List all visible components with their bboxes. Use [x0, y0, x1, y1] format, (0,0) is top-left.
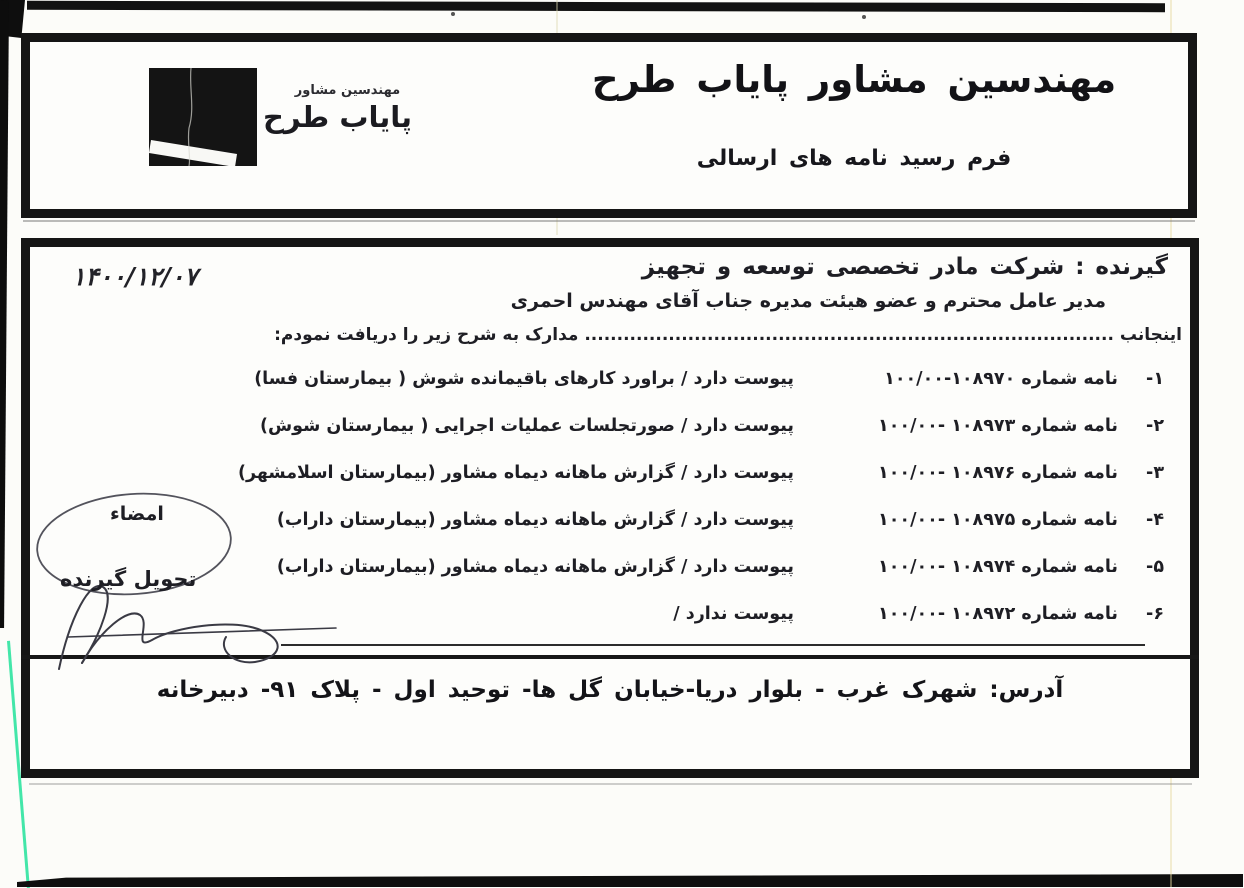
letter-description: پیوست دارد / براورد کارهای باقیمانده شوش ( بیمارستان فسا): [255, 368, 795, 389]
letter-row-number: ۴-: [1147, 509, 1165, 530]
letter-label: نامه شماره: [1022, 603, 1119, 624]
letter-row-number: ۶-: [1147, 603, 1165, 624]
letter-reference: [823, 369, 1119, 389]
letter-number-value: ۱۰۰/۰۰- ۱۰۸۹۷۶: [879, 462, 1017, 483]
letter-row: [31, 355, 1165, 402]
letter-label: نامه شماره: [1022, 509, 1119, 530]
letter-number-value: ۱۰۰/۰۰- ۱۰۸۹۷۵: [879, 509, 1017, 530]
address-text: آدرس: شهرک غرب - بلوار دریا-خیابان گل ها- توحید اول - پلاک ۹۱- دبیرخانه: [157, 677, 1065, 703]
letter-description: پیوست دارد / گزارش ماهانه دیماه مشاور (بیمارستان داراب): [277, 509, 795, 530]
scan-speck: [863, 15, 867, 19]
signature-stamp-label: امضاء: [111, 503, 165, 525]
undersigned-line: [31, 325, 1183, 345]
recipient-line: گیرنده : شرکت مادر تخصصی توسعه و تجهیز: [642, 254, 1169, 280]
letter-number-value: ۱۰۰/۰۰- ۱۰۸۹۷۲: [879, 603, 1017, 624]
scan-shadow-line-main: [30, 783, 1193, 785]
company-title: مهندسین مشاور پایاب طرح: [592, 58, 1118, 101]
list-underline: [282, 644, 1146, 646]
letter-label: نامه شماره: [1022, 415, 1119, 436]
letter-reference: [823, 510, 1119, 530]
signature-block: [35, 487, 370, 687]
date-value: ۱۴۰۰/۱۲/۰۷: [73, 262, 199, 291]
scan-edge-bottom-bar: [18, 874, 1244, 887]
letter-number-value: ۱۰۰/۰۰- ۱۰۸۹۷۴: [879, 556, 1017, 577]
logo-top-text: مهندسین مشاور: [295, 83, 402, 98]
scan-shadow-line-header: [24, 220, 1196, 222]
scan-edge-top-bar: [28, 1, 1166, 12]
letter-reference: [823, 604, 1119, 624]
letter-description: پیوست دارد / گزارش ماهانه دیماه مشاور (بیمارستان داراب): [277, 556, 795, 577]
recipient-secondary-line: مدیر عامل محترم و عضو هیئت مدیره جناب آقای مهندس احمری: [511, 290, 1107, 312]
scan-speck: [452, 12, 456, 16]
letter-row: [31, 402, 1165, 449]
header-box: [22, 33, 1198, 218]
letter-row-number: ۲-: [1147, 415, 1165, 436]
letter-description: پیوست دارد / گزارش ماهانه دیماه مشاور (بیمارستان اسلامشهر): [238, 462, 795, 483]
letter-label: نامه شماره: [1022, 368, 1119, 389]
undersigned-prefix: اینجانب: [1120, 325, 1183, 345]
undersigned-suffix: مدارک به شرح زیر را دریافت نمودم:: [275, 325, 580, 345]
logo-bottom-text: پایاب طرح: [263, 100, 414, 134]
letter-row-number: ۳-: [1147, 462, 1165, 483]
letter-row-number: ۵-: [1147, 556, 1165, 577]
letter-number-value: ۱۰۰/۰۰- ۱۰۸۹۷۳: [879, 415, 1017, 436]
undersigned-fill-dots: ..................................................................................: [585, 325, 1115, 345]
letter-row-number: ۱-: [1147, 368, 1165, 389]
letter-label: نامه شماره: [1022, 556, 1119, 577]
scan-edge-left-bar: [0, 0, 10, 628]
letter-number-value: ۱۰۰/۰۰-۱۰۸۹۷۰: [885, 368, 1017, 389]
letter-description: پیوست ندارد /: [674, 603, 795, 624]
form-title: فرم رسید نامه های ارسالی: [697, 146, 1013, 171]
delivery-receiver-label: تحویل گیرنده: [61, 567, 198, 591]
letter-description: پیوست دارد / صورتجلسات عملیات اجرایی ( بیمارستان شوش): [260, 415, 795, 436]
main-box: [22, 238, 1200, 778]
document-date: [73, 262, 199, 291]
letter-label: نامه شماره: [1022, 462, 1119, 483]
letter-reference: [823, 416, 1119, 436]
letter-reference: [823, 463, 1119, 483]
letter-reference: [823, 557, 1119, 577]
